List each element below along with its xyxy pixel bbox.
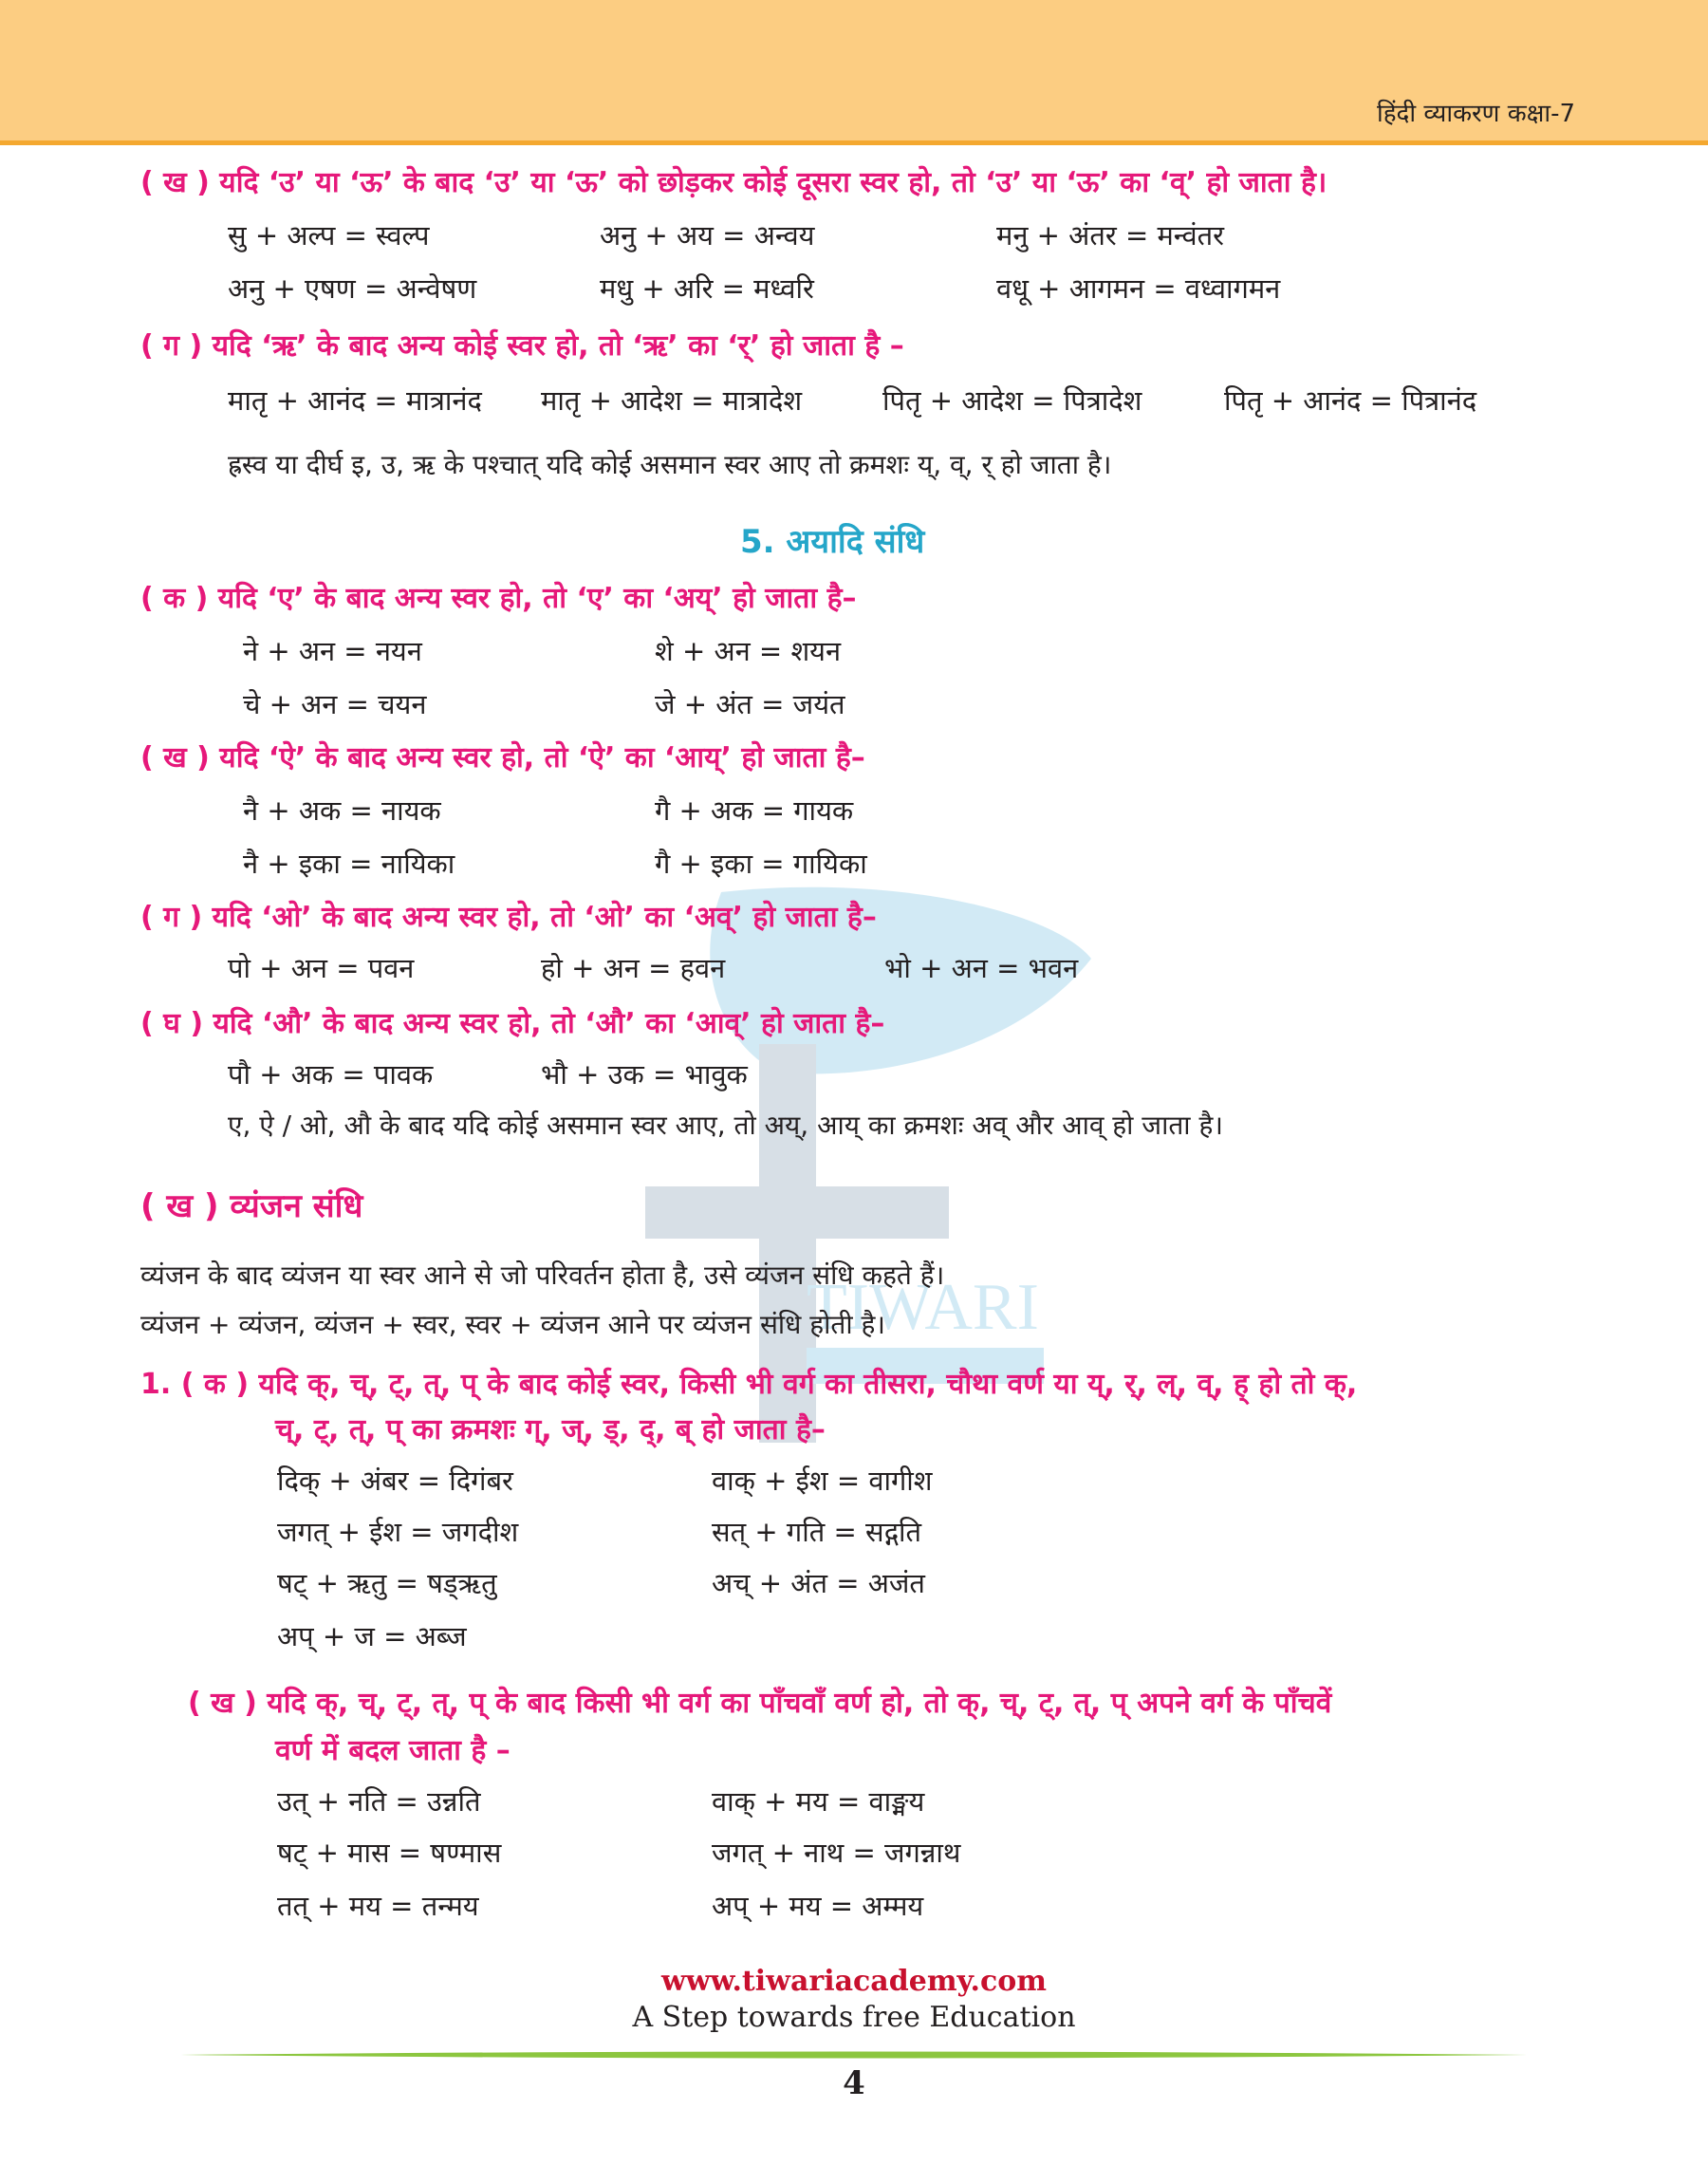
example: नै + इका = नायिका <box>243 848 455 880</box>
paragraph: व्यंजन के बाद व्यंजन या स्वर आने से जो परिवर्तन होता है, उसे व्यंजन संधि कहते हैं। <box>140 1259 945 1291</box>
rule-yan-kh: ( ख ) यदि ‘उ’ या ‘ऊ’ के बाद ‘उ’ या ‘ऊ’ को छोड़कर कोई दूसरा स्वर हो, तो ‘उ’ या ‘ऊ’ का ‘व्’ हो जाता है। <box>140 166 1327 199</box>
example: चे + अन = चयन <box>243 688 427 720</box>
section-heading-vyanjan: ( ख ) व्यंजन संधि <box>140 1187 363 1225</box>
watermark-logo <box>607 854 1101 1443</box>
footer-divider <box>180 2050 1528 2060</box>
example: जगत् + ईश = जगदीश <box>277 1516 519 1548</box>
example: षट् + ऋतु = षड्ऋतु <box>277 1567 497 1599</box>
example: सत् + गति = सद्गति <box>712 1516 922 1548</box>
example: हो + अन = हवन <box>541 952 726 984</box>
example: गै + इका = गायिका <box>655 848 867 880</box>
footer-url[interactable]: www.tiwariacademy.com <box>660 1965 1048 1998</box>
example: मधु + अरि = मध्वरि <box>600 272 814 305</box>
rule-vyanjan-1-ka: 1. ( क ) यदि क्, च्, ट्, त्, प् के बाद कोई स्वर, किसी भी वर्ग का तीसरा, चौथा वर्ण या य्, र्, ल्, व्, ह् हो तो क्, <box>140 1368 1358 1401</box>
rule-vyanjan-1-kh-cont: वर्ण में बदल जाता है – <box>275 1734 511 1767</box>
example: मातृ + आनंद = मात्रानंद <box>228 384 482 417</box>
section-heading-ayadi: 5. अयादि संधि <box>740 523 925 561</box>
example: जगत् + नाथ = जगन्नाथ <box>712 1837 961 1869</box>
example: तत् + मय = तन्मय <box>277 1890 479 1922</box>
example: वधू + आगमन = वध्वागमन <box>996 272 1281 305</box>
example: नै + अक = नायक <box>243 794 441 827</box>
example: पितृ + आदेश = पित्रादेश <box>882 384 1142 417</box>
rule-ayadi-gha: ( घ ) यदि ‘औ’ के बाद अन्य स्वर हो, तो ‘औ’ का ‘आव्’ हो जाता है– <box>140 1007 885 1040</box>
example: दिक् + अंबर = दिगंबर <box>277 1465 513 1497</box>
rule-ayadi-kh: ( ख ) यदि ‘ऐ’ के बाद अन्य स्वर हो, तो ‘ऐ’ का ‘आय्’ हो जाता है– <box>140 741 865 774</box>
example: सु + अल्प = स्वल्प <box>228 219 430 252</box>
example: अनु + एषण = अन्वेषण <box>228 272 477 305</box>
example: उत् + नति = उन्नति <box>277 1785 481 1818</box>
note-ayadi: ए, ऐ / ओ, औ के बाद यदि कोई असमान स्वर आए, तो अय्, आय् का क्रमशः अव् और आव् हो जाता है। <box>228 1110 1223 1141</box>
rule-yan-ga: ( ग ) यदि ‘ऋ’ के बाद अन्य कोई स्वर हो, तो ‘ऋ’ का ‘र्’ हो जाता है – <box>140 329 904 363</box>
rule-vyanjan-1-ka-cont: च्, ट्, त्, प् का क्रमशः ग्, ज्, ड्, द्, ब् हो जाता है– <box>275 1413 826 1446</box>
example: मनु + अंतर = मन्वंतर <box>996 219 1224 252</box>
example: ने + अन = नयन <box>243 635 422 667</box>
example: अप् + ज = अब्ज <box>277 1620 467 1652</box>
example: भौ + उक = भावुक <box>541 1058 748 1091</box>
example: भो + अन = भवन <box>884 952 1079 984</box>
example: अनु + अय = अन्वय <box>600 219 815 252</box>
example: पितृ + आनंद = पित्रानंद <box>1224 384 1477 417</box>
note-yan: ह्रस्व या दीर्घ इ, उ, ऋ के पश्चात् यदि कोई असमान स्वर आए तो क्रमशः य्, व्, र् हो जाता है। <box>228 449 1112 480</box>
example: पो + अन = पवन <box>228 952 415 984</box>
example: शे + अन = शयन <box>655 635 842 667</box>
example: गै + अक = गायक <box>655 794 854 827</box>
example: मातृ + आदेश = मात्रादेश <box>541 384 803 417</box>
watermark-text: TIWARI <box>807 1271 1039 1344</box>
paragraph: व्यंजन + व्यंजन, व्यंजन + स्वर, स्वर + व्यंजन आने पर व्यंजन संधि होती है। <box>140 1309 885 1340</box>
footer-tagline: A Step towards free Education <box>632 2001 1076 2034</box>
rule-ayadi-ga: ( ग ) यदि ‘ओ’ के बाद अन्य स्वर हो, तो ‘ओ’ का ‘अव्’ हो जाता है– <box>140 901 877 934</box>
example: वाक् + ईश = वागीश <box>712 1465 933 1497</box>
example: पौ + अक = पावक <box>228 1058 434 1091</box>
example: अप् + मय = अम्मय <box>712 1890 924 1922</box>
example: वाक् + मय = वाङ्मय <box>712 1785 925 1818</box>
example: षट् + मास = षण्मास <box>277 1837 502 1869</box>
example: अच् + अंत = अजंत <box>712 1567 925 1599</box>
page-number: 4 <box>843 2064 865 2102</box>
header-title: हिंदी व्याकरण कक्षा-7 <box>1377 100 1575 128</box>
header-divider <box>0 140 1708 145</box>
example: जे + अंत = जयंत <box>655 688 845 720</box>
rule-vyanjan-1-kh: ( ख ) यदि क्, च्, ट्, त्, प् के बाद किसी भी वर्ग का पाँचवाँ वर्ण हो, तो क्, च्, ट्, त्, प् अपने वर्ग के पाँचवें <box>188 1687 1332 1720</box>
rule-ayadi-ka: ( क ) यदि ‘ए’ के बाद अन्य स्वर हो, तो ‘ए’ का ‘अय्’ हो जाता है– <box>140 582 857 615</box>
